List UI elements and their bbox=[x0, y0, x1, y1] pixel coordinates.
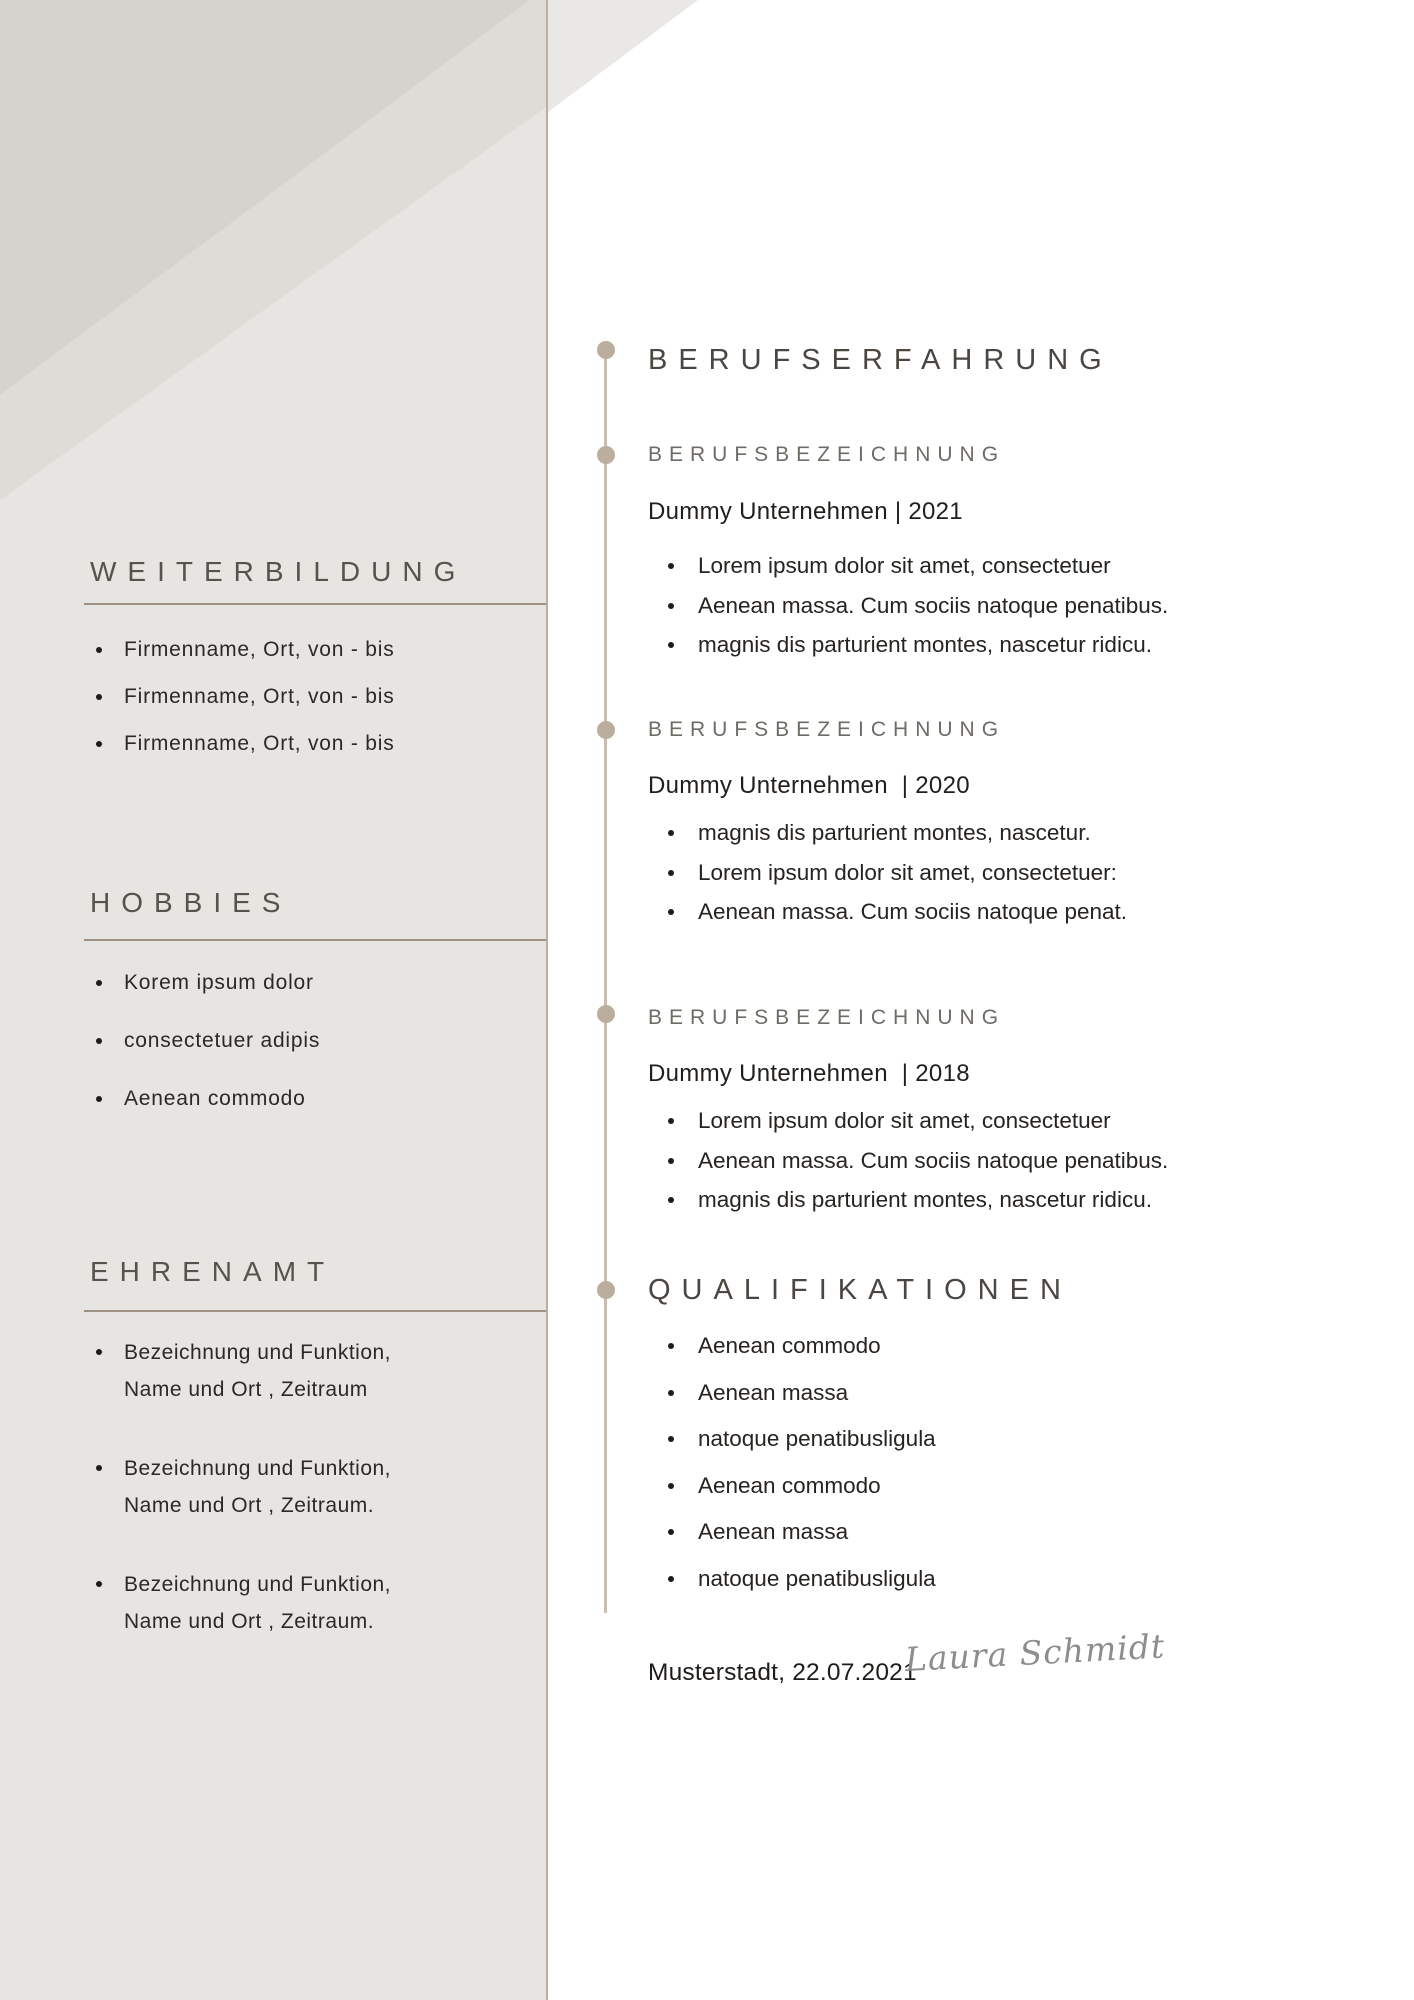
qualification-item bbox=[668, 1370, 1328, 1417]
bullet-icon bbox=[668, 1529, 674, 1535]
sidebar-section-title-ehrenamt: EHRENAMT bbox=[90, 1256, 336, 1287]
weiterbildung-list bbox=[96, 637, 482, 778]
list-item bbox=[96, 731, 482, 757]
bullet-icon bbox=[96, 980, 102, 986]
bullet-icon bbox=[668, 642, 674, 648]
job-bullet bbox=[668, 813, 1328, 853]
bullet-icon bbox=[668, 1197, 674, 1203]
list-item bbox=[96, 1450, 412, 1524]
bullet-icon bbox=[668, 830, 674, 836]
bullet-icon bbox=[668, 909, 674, 915]
timeline-dot bbox=[597, 1005, 615, 1023]
job-bullet-text: magnis dis parturient montes, nascetur. bbox=[698, 820, 1091, 845]
job-role: BERUFSBEZEICHNUNG bbox=[648, 718, 1006, 741]
list-item-text: Bezeichnung und Funktion, Name und Ort , Zeitraum bbox=[124, 1341, 392, 1401]
list-item-text: Bezeichnung und Funktion, Name und Ort , Zeitraum. bbox=[124, 1573, 392, 1633]
bullet-icon bbox=[668, 563, 674, 569]
qualification-text: natoque penatibusligula bbox=[698, 1565, 936, 1591]
job-bullet bbox=[668, 1180, 1328, 1220]
list-item-text: Aenean commodo bbox=[124, 1087, 306, 1110]
timeline-dot bbox=[597, 446, 615, 464]
qualifications-list bbox=[668, 1323, 1328, 1602]
job-company: Dummy Unternehmen | 2020 bbox=[648, 772, 970, 799]
bullet-icon bbox=[668, 870, 674, 876]
qualification-text: Aenean commodo bbox=[698, 1472, 881, 1498]
bullet-icon bbox=[96, 1349, 102, 1355]
job-company: Dummy Unternehmen | 2018 bbox=[648, 1060, 970, 1087]
job-bullet-text: Aenean massa. Cum sociis natoque penatibus. bbox=[698, 592, 1169, 618]
sidebar-section-title-hobbies: HOBBIES bbox=[90, 887, 292, 918]
timeline-line bbox=[604, 350, 607, 1613]
job-bullet-list bbox=[668, 1101, 1328, 1220]
qualification-text: Aenean massa bbox=[698, 1379, 849, 1405]
job-bullet-list bbox=[668, 546, 1328, 665]
bullet-icon bbox=[96, 741, 102, 747]
top-diagonal-band bbox=[548, 0, 698, 112]
job-bullet bbox=[668, 586, 1328, 626]
list-item bbox=[96, 1566, 412, 1640]
list-item bbox=[96, 1086, 482, 1112]
qualification-text: Aenean commodo bbox=[698, 1333, 881, 1358]
section-rule bbox=[84, 939, 546, 941]
list-item-text: Bezeichnung und Funktion, Name und Ort , Zeitraum. bbox=[124, 1457, 392, 1517]
job-bullet-list bbox=[668, 813, 1328, 932]
list-item-text: Firmenname, Ort, von - bis bbox=[124, 732, 395, 755]
section-rule bbox=[84, 1310, 546, 1312]
section-rule bbox=[84, 603, 546, 605]
ehrenamt-list bbox=[96, 1334, 412, 1682]
job-bullet bbox=[668, 625, 1328, 665]
bullet-icon bbox=[668, 1483, 674, 1489]
job-bullet-text: Lorem ipsum dolor sit amet, consectetuer: bbox=[698, 859, 1117, 885]
job-bullet bbox=[668, 1101, 1328, 1141]
section-title-qualifikationen: QUALIFIKATIONEN bbox=[648, 1274, 1072, 1306]
bullet-icon bbox=[96, 1465, 102, 1471]
job-bullet bbox=[668, 1141, 1328, 1181]
list-item-text: Firmenname, Ort, von - bis bbox=[124, 685, 395, 708]
qualification-item bbox=[668, 1556, 1328, 1603]
bullet-icon bbox=[96, 1096, 102, 1102]
bullet-icon bbox=[668, 1158, 674, 1164]
section-title-berufserfahrung: BERUFSERFAHRUNG bbox=[648, 344, 1113, 376]
qualification-item bbox=[668, 1509, 1328, 1556]
qualification-item bbox=[668, 1323, 1328, 1370]
list-item bbox=[96, 970, 482, 996]
job-bullet-text: Aenean massa. Cum sociis natoque penat. bbox=[698, 899, 1128, 924]
job-bullet-text: magnis dis parturient montes, nascetur ridicu. bbox=[698, 1187, 1152, 1212]
hobbies-list bbox=[96, 970, 482, 1144]
qualification-text: natoque penatibusligula bbox=[698, 1426, 936, 1451]
sidebar bbox=[0, 0, 548, 2000]
qualification-item bbox=[668, 1416, 1328, 1463]
bullet-icon bbox=[668, 1576, 674, 1582]
place-and-date: Musterstadt, 22.07.2021 bbox=[648, 1659, 917, 1686]
list-item bbox=[96, 1028, 482, 1054]
job-bullet bbox=[668, 546, 1328, 586]
job-role: BERUFSBEZEICHNUNG bbox=[648, 1006, 1006, 1029]
job-bullet-text: Aenean massa. Cum sociis natoque penatibus. bbox=[698, 1147, 1169, 1173]
list-item bbox=[96, 637, 482, 663]
list-item-text: consectetuer adipis bbox=[124, 1029, 321, 1052]
list-item bbox=[96, 684, 482, 710]
bullet-icon bbox=[668, 1436, 674, 1442]
bullet-icon bbox=[668, 1390, 674, 1396]
bullet-icon bbox=[668, 603, 674, 609]
job-bullet bbox=[668, 892, 1328, 932]
sidebar-section-title-weiterbildung: WEITERBILDUNG bbox=[90, 556, 467, 587]
job-bullet-text: magnis dis parturient montes, nascetur ridicu. bbox=[698, 632, 1152, 657]
list-item bbox=[96, 1334, 412, 1408]
timeline-dot bbox=[597, 341, 615, 359]
qualification-item bbox=[668, 1463, 1328, 1510]
job-bullet-text: Lorem ipsum dolor sit amet, consectetuer bbox=[698, 553, 1111, 578]
bullet-icon bbox=[96, 647, 102, 653]
timeline-dot bbox=[597, 721, 615, 739]
bullet-icon bbox=[668, 1343, 674, 1349]
job-bullet bbox=[668, 853, 1328, 893]
timeline-dot bbox=[597, 1281, 615, 1299]
signature-name: Laura Schmidt bbox=[903, 1626, 1166, 1679]
list-item-text: Firmenname, Ort, von - bis bbox=[124, 638, 395, 661]
bullet-icon bbox=[96, 1581, 102, 1587]
job-role: BERUFSBEZEICHNUNG bbox=[648, 443, 1006, 466]
job-bullet-text: Lorem ipsum dolor sit amet, consectetuer bbox=[698, 1108, 1111, 1133]
bullet-icon bbox=[96, 694, 102, 700]
job-company: Dummy Unternehmen | 2021 bbox=[648, 498, 963, 525]
list-item-text: Korem ipsum dolor bbox=[124, 971, 314, 994]
bullet-icon bbox=[96, 1038, 102, 1044]
bullet-icon bbox=[668, 1118, 674, 1124]
qualification-text: Aenean massa bbox=[698, 1519, 849, 1544]
